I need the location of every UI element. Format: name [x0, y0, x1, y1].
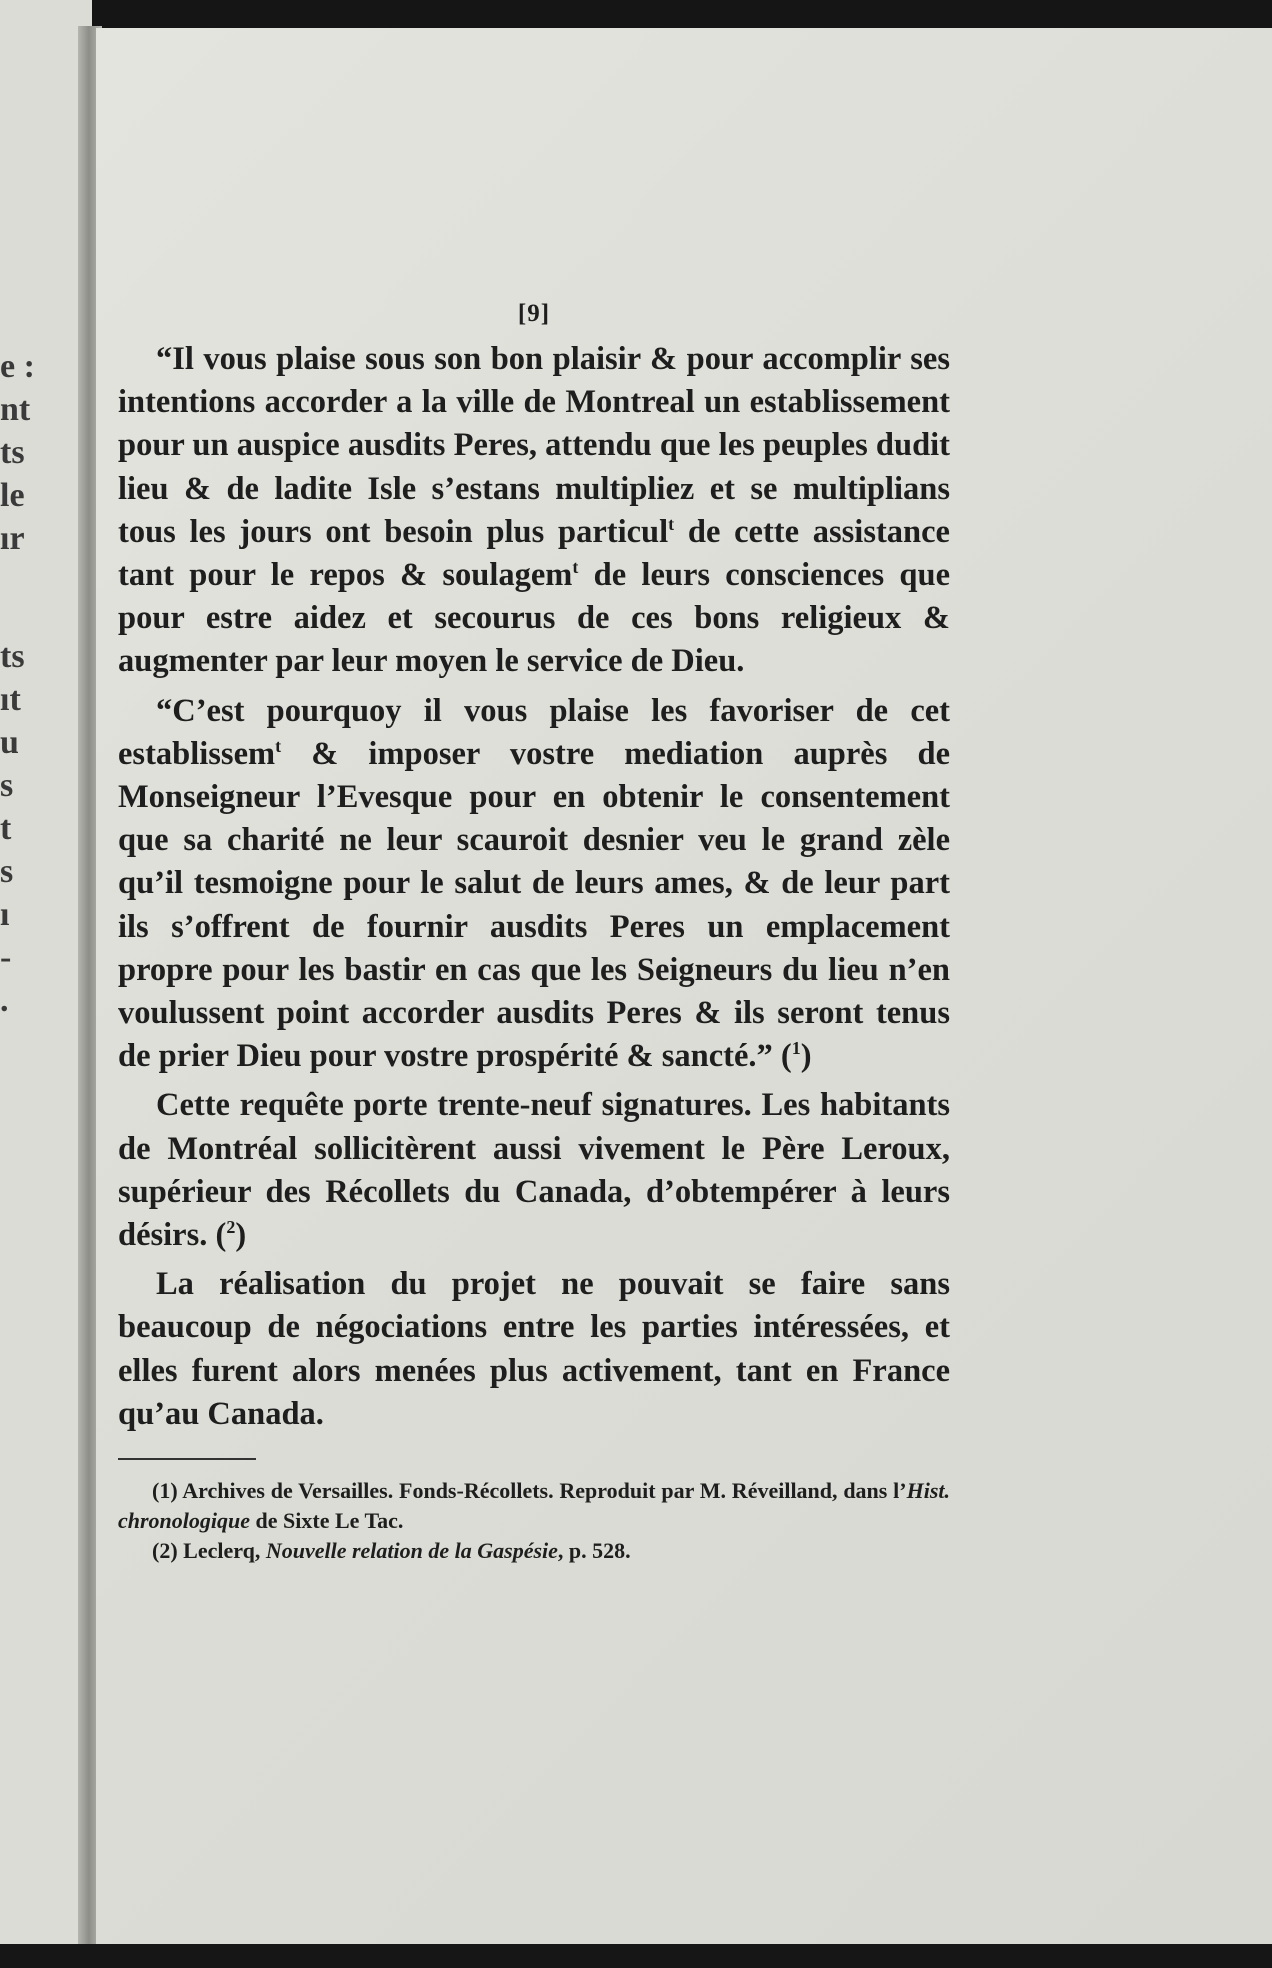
- facing-page-fragment: s: [0, 853, 14, 890]
- page-text: [118, 300, 950, 1566]
- facing-page-fragment: le: [0, 477, 25, 514]
- facing-page-fragment: u: [0, 724, 19, 761]
- paragraph-petition-2: “C’est pourquoy il vous plaise les favoriser de cet establissem$^t$ & imposer vostre mediation auprès de Monseigneur l’Evesque pour en obtenir le consentement que sa charité ne leur scauroit desnier veu le grand zèle qu’il tesmoigne pour le salut de leurs ames, & de leur part ils s’offrent de fournir ausdits Peres un emplacement propre pour les bastir en cas que les Seigneurs du lieu n’en voulussent point accorder ausdits Peres & ils seront tenus de prier Dieu pour vostre prospérité & sancté.” ($^1$): [118, 692, 950, 1075]
- footnote-ref-1: 1: [791, 1038, 801, 1059]
- footnote-divider: [118, 1458, 256, 1460]
- facing-page-fragment: ts: [0, 434, 25, 471]
- paragraph-realisation: La réalisation du projet ne pouvait se faire sans beaucoup de négociations entre les parties intéressées, et elles furent alors menées plus activement, tant en France qu’au Canada.: [118, 1266, 950, 1432]
- footnote-1: (1) Archives de Versailles. Fonds-Récollets. Reproduit par M. Réveilland, dans l’Hist. chronologique de Sixte Le Tac.: [118, 1478, 950, 1534]
- facing-page-fragment: ır: [0, 520, 25, 557]
- facing-page-fragment: ts: [0, 638, 25, 675]
- footnote-ref-2: 2: [226, 1217, 236, 1238]
- facing-page-fragment: .: [0, 982, 9, 1019]
- facing-page-fragment: nt: [0, 391, 31, 428]
- facing-page-fragment: ı: [0, 896, 10, 933]
- scan-bottom-border: [0, 1944, 1272, 1968]
- facing-page-fragment: -: [0, 939, 12, 976]
- paragraph-petition-1: “Il vous plaise sous son bon plaisir & pour accomplir ses intentions accorder a la ville de Montreal un establissement pour un auspice ausdits Peres, attendu que les peuples dudit lieu & de ladite Isle s’estans multipliez et se multiplians tous les jours ont besoin plus particul$^t$ de cette assistance tant pour le repos & soulagem$^t$ de leurs consciences que pour estre aidez et secourus de ces bons religieux & augmenter par leur moyen le service de Dieu.: [118, 341, 950, 680]
- facing-page-fragment: e :: [0, 348, 35, 385]
- facing-page-fragment: s: [0, 767, 14, 804]
- paragraph-signatures: Cette requête porte trente-neuf signatures. Les habitants de Montréal sollicitèrent aussi vivement le Père Leroux, supérieur des Récollets du Canada, d’obtempérer à leurs désirs. ($^2$): [118, 1087, 950, 1254]
- facing-page-fragment: t: [0, 810, 12, 847]
- page-number: [9]: [517, 300, 551, 327]
- footnote-2: (2) Leclerq, Nouvelle relation de la Gaspésie, p. 528.: [152, 1538, 631, 1564]
- facing-page-fragment: ıt: [0, 681, 21, 718]
